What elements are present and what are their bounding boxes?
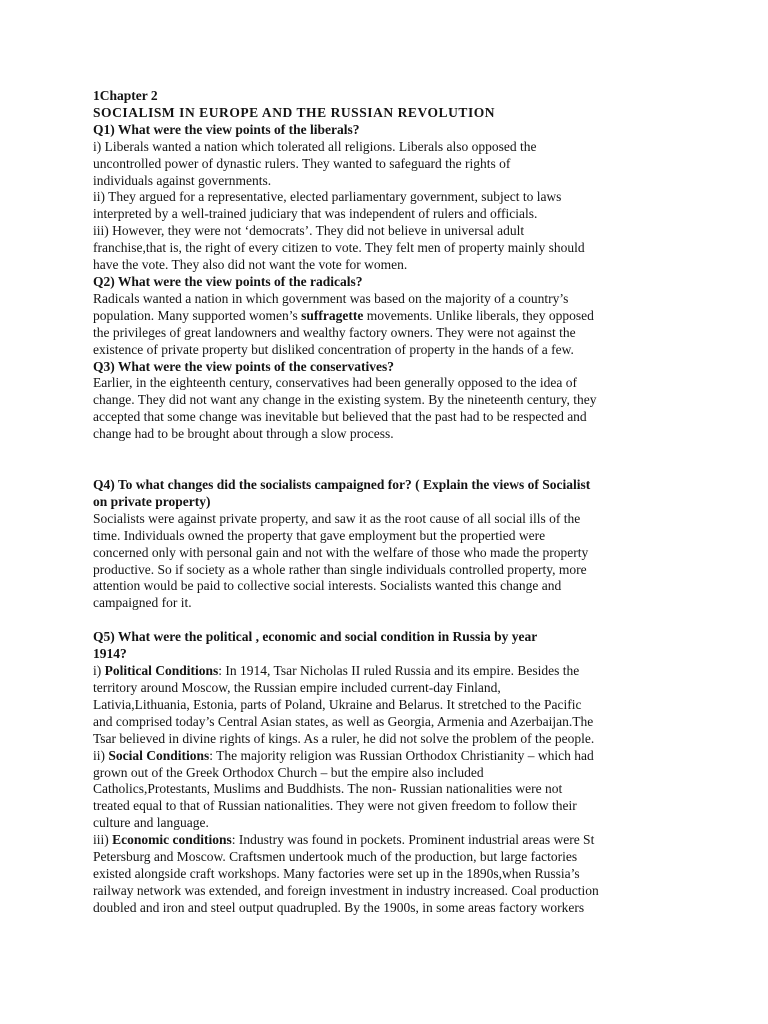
answer-line: grown out of the Greek Orthodox Church – but the empire also included xyxy=(93,764,484,780)
answer-line: attention would be paid to collective social interests. Socialists wanted this change and xyxy=(93,578,562,594)
answer-line: Catholics,Protestants, Muslims and Buddhists. The non- Russian nationalities were not xyxy=(93,781,563,797)
answer-line: treated equal to that of Russian nationalities. They were not given freedom to follow their xyxy=(93,798,577,814)
answer-line: existence of private property but disliked concentration of property in the hands of a few. xyxy=(93,341,574,357)
answer-line: Petersburg and Moscow. Craftsmen undertook much of the production, but large factories xyxy=(93,849,578,865)
social-conditions-label: Social Conditions xyxy=(108,747,210,763)
text-run: movements. Unlike liberals, they opposed xyxy=(363,307,594,323)
answer-line: Tsar believed in divine rights of kings. As a ruler, he did not solve the problem of the people. xyxy=(93,730,595,746)
answer-line: Radicals wanted a nation in which government was based on the majority of a country’s xyxy=(93,290,569,306)
question-4-cont: on private property) xyxy=(93,493,211,509)
answer-line: railway network was extended, and foreign investment in industry increased. Coal production xyxy=(93,882,599,898)
question-1: Q1) What were the view points of the liberals? xyxy=(93,121,360,137)
question-3: Q3) What were the view points of the conservatives? xyxy=(93,358,394,374)
answer-line: iii) However, they were not ‘democrats’. They did not believe in universal adult xyxy=(93,223,525,239)
answer-line: and comprised today’s Central Asian states, as well as Georgia, Armenia and Azerbaijan.The xyxy=(93,713,594,729)
answer-line: ii) They argued for a representative, elected parliamentary government, subject to laws xyxy=(93,189,562,205)
question-5: Q5) What were the political , economic and social condition in Russia by year xyxy=(93,629,538,645)
text-run: i) xyxy=(93,663,105,679)
answer-line: campaigned for it. xyxy=(93,595,192,611)
answer-line: accepted that some change was inevitable but believed that the past had to be respected and xyxy=(93,409,587,425)
answer-line: uncontrolled power of dynastic rulers. They wanted to safeguard the rights of xyxy=(93,155,511,171)
answer-line: Lativia,Lithuania, Estonia, parts of Poland, Ukraine and Belarus. It stretched to the Pacific xyxy=(93,696,582,712)
answer-line: i) Liberals wanted a nation which tolerated all religions. Liberals also opposed the xyxy=(93,138,537,154)
text-run: : In 1914, Tsar Nicholas II ruled Russia and its empire. Besides the xyxy=(218,663,580,679)
answer-line: concerned only with personal gain and not with the welfare of those who made the property xyxy=(93,544,589,560)
answer-line: Socialists were against private property, and saw it as the root cause of all social ills of the xyxy=(93,510,581,526)
text-run: : Industry was found in pockets. Prominent industrial areas were St xyxy=(231,832,595,848)
question-5-cont: 1914? xyxy=(93,646,127,662)
answer-line: franchise,that is, the right of every citizen to vote. They felt men of property mainly should xyxy=(93,240,585,256)
economic-conditions-line xyxy=(93,832,683,849)
economic-conditions-label: Economic conditions xyxy=(112,832,232,848)
political-conditions-label: Political Conditions xyxy=(104,663,219,679)
text-run: : The majority religion was Russian Orthodox Christianity – which had xyxy=(209,747,594,763)
answer-line: territory around Moscow, the Russian empire included current-day Finland, xyxy=(93,680,501,695)
question-4: Q4) To what changes did the socialists campaigned for? ( Explain the views of Socialist xyxy=(93,477,591,493)
answer-line: change had to be brought about through a slow process. xyxy=(93,426,394,442)
text-run: ii) xyxy=(93,747,109,763)
answer-line: interpreted by a well-trained judiciary that was independent of rulers and officials. xyxy=(93,206,538,222)
answer-line: doubled and iron and steel output quadrupled. By the 1900s, in some areas factory workers xyxy=(93,899,585,915)
answer-line: the privileges of great landowners and wealthy factory owners. They were not against the xyxy=(93,324,576,340)
answer-line: time. Individuals owned the property that gave employment but the propertied were xyxy=(93,527,546,543)
chapter-title: SOCIALISM IN EUROPE AND THE RUSSIAN REVOLUTION xyxy=(93,104,496,120)
answer-line: change. They did not want any change in the existing system. By the nineteenth century, they xyxy=(93,392,597,408)
social-conditions-line xyxy=(93,748,683,765)
answer-line xyxy=(93,308,683,325)
text-run: iii) xyxy=(93,832,113,848)
question-2: Q2) What were the view points of the radicals? xyxy=(93,273,363,289)
text-run: population. Many supported women’s xyxy=(93,307,302,323)
answer-line: culture and language. xyxy=(93,815,209,831)
answer-line: individuals against governments. xyxy=(93,172,272,188)
answer-line: Earlier, in the eighteenth century, conservatives had been generally opposed to the idea of xyxy=(93,375,578,391)
answer-line: productive. So if society as a whole rather than single individuals controlled property, more xyxy=(93,561,587,577)
political-conditions-line xyxy=(93,663,683,680)
suffragette-term: suffragette xyxy=(301,307,364,323)
chapter-heading: 1Chapter 2 xyxy=(93,88,158,103)
answer-line: existed alongside craft workshops. Many factories were set up in the 1890s,when Russia’s xyxy=(93,865,580,881)
answer-line: have the vote. They also did not want the vote for women. xyxy=(93,257,408,273)
document-page xyxy=(93,88,683,917)
